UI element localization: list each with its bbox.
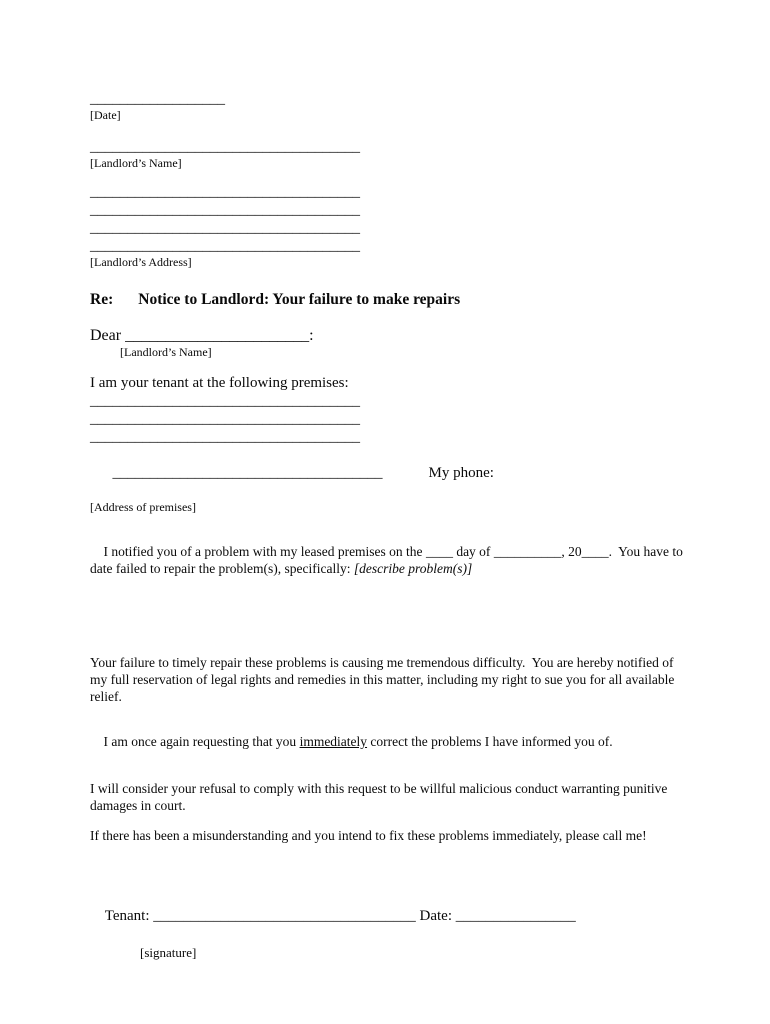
landlord-name-blank-line[interactable]: ____________________________________ bbox=[90, 139, 360, 155]
salutation-prefix: Dear bbox=[90, 327, 126, 344]
p1-text-4: . You have to date failed to repair the problem(s), specifically: bbox=[90, 544, 687, 576]
paragraph-call-me: If there has been a misunderstanding and you intend to fix these problems immediately, please call me! bbox=[90, 828, 647, 843]
premises-address-label: [Address of premises] bbox=[90, 500, 196, 514]
p1-month-blank[interactable]: __________ bbox=[493, 544, 562, 559]
p1-text-2: day of bbox=[452, 544, 494, 559]
p1-year-blank[interactable]: ____ bbox=[581, 544, 609, 559]
p3-text-2: correct the problems I have informed you of. bbox=[367, 734, 613, 749]
signature-date-label: Date: bbox=[415, 908, 456, 924]
p3-text-1: I am once again requesting that you bbox=[103, 734, 300, 749]
tenant-intro-line: I am your tenant at the following premises: bbox=[90, 375, 349, 391]
salutation-colon: : bbox=[309, 327, 314, 344]
premises-blank-line-3[interactable]: ____________________________________ bbox=[90, 429, 360, 445]
date-blank-line[interactable]: __________________ bbox=[90, 91, 225, 107]
landlord-address-blank-line-3[interactable]: ____________________________________ bbox=[90, 220, 360, 236]
re-title: Notice to Landlord: Your failure to make repairs bbox=[138, 291, 461, 308]
premises-blank-line-2[interactable]: ____________________________________ bbox=[90, 411, 360, 427]
salutation-landlord-name-label: [Landlord’s Name] bbox=[120, 345, 212, 359]
signature-row bbox=[90, 889, 684, 943]
paragraph-problem-notice bbox=[90, 526, 687, 594]
salutation-line bbox=[90, 326, 684, 345]
paragraph-request bbox=[90, 716, 684, 767]
landlord-address-label: [Landlord’s Address] bbox=[90, 255, 192, 269]
immediately-underlined: immediately bbox=[299, 734, 368, 749]
premises-phone-row bbox=[90, 446, 684, 500]
date-label: [Date] bbox=[90, 108, 121, 122]
my-phone-label: My phone: bbox=[428, 465, 494, 481]
premises-blank-line-1[interactable]: ____________________________________ bbox=[90, 393, 360, 409]
signature-label: [signature] bbox=[140, 945, 197, 960]
tenant-label: Tenant: bbox=[104, 908, 154, 924]
paragraph-failure-notice: Your failure to timely repair these problems is causing me tremendous difficulty. You are hereby notified of my full reservation of legal rights and remedies in this matter, including my right to sue you for all available relief. bbox=[90, 655, 678, 704]
p1-text-3: , 20 bbox=[561, 544, 582, 559]
re-prefix: Re: bbox=[90, 291, 114, 308]
paragraph-refusal-warning: I will consider your refusal to comply with this request to be willful malicious conduct warranting punitive damages in court. bbox=[90, 781, 671, 813]
premises-blank-line-4[interactable]: ____________________________________ bbox=[112, 465, 383, 481]
landlord-name-block bbox=[90, 138, 684, 170]
salutation-blank-line[interactable]: _______________________ bbox=[125, 327, 310, 344]
landlord-name-label: [Landlord’s Name] bbox=[90, 156, 182, 170]
landlord-address-blank-line-4[interactable]: ____________________________________ bbox=[90, 238, 360, 254]
landlord-address-blank-line-1[interactable]: ____________________________________ bbox=[90, 184, 360, 200]
re-subject-line bbox=[90, 290, 684, 309]
describe-problems-placeholder: [describe problem(s)] bbox=[353, 561, 473, 576]
signature-date-blank[interactable]: ________________ bbox=[455, 908, 576, 924]
p1-day-blank[interactable]: ____ bbox=[425, 544, 453, 559]
landlord-address-block bbox=[90, 183, 684, 269]
p1-text-1: I notified you of a problem with my leased premises on the bbox=[103, 544, 426, 559]
landlord-address-blank-line-2[interactable]: ____________________________________ bbox=[90, 202, 360, 218]
premises-block bbox=[90, 392, 684, 514]
date-block bbox=[90, 90, 684, 122]
tenant-signature-blank[interactable]: ___________________________________ bbox=[153, 908, 416, 924]
